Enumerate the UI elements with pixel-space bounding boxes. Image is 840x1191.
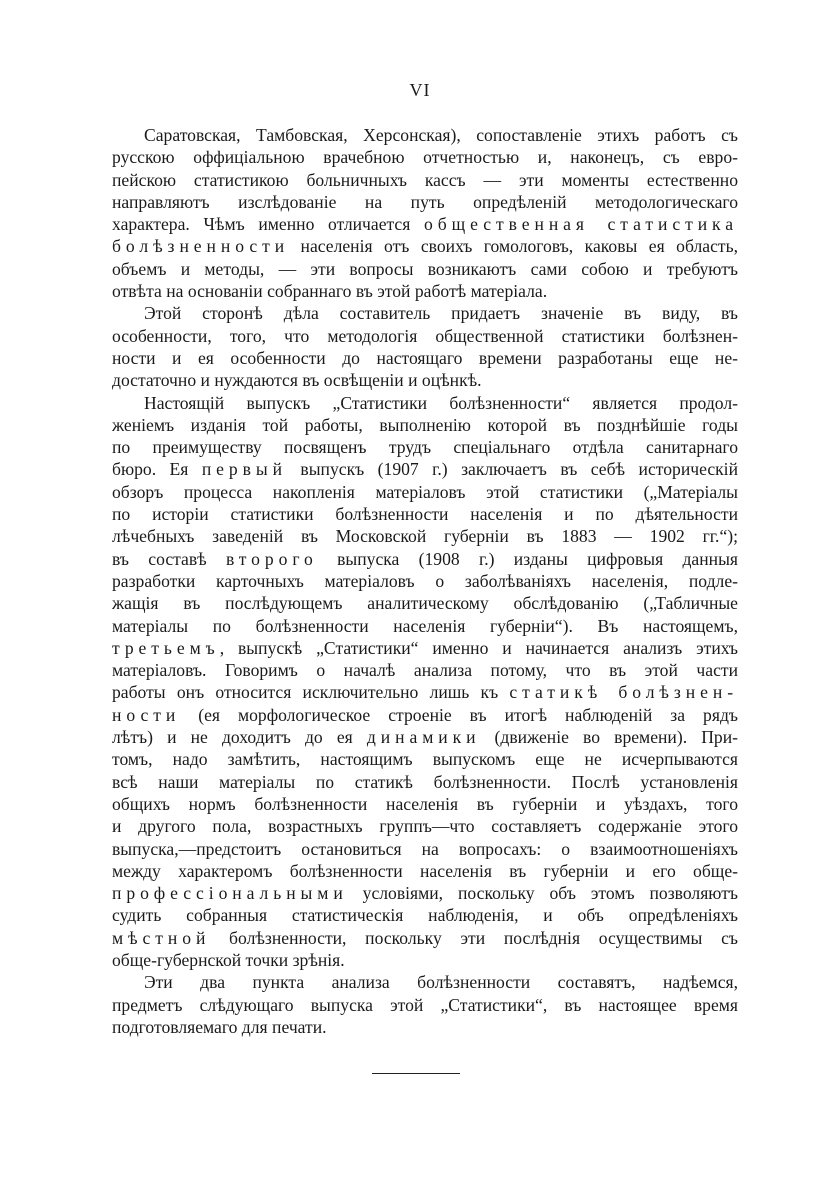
text-line (112, 191, 738, 213)
text-run: населенія отъ своихъ гомологовъ, каковы ея область, (289, 236, 738, 257)
paragraph (112, 392, 738, 972)
text-run: Настоящій выпускъ „Статистики болѣзненности“ является продол- (144, 392, 738, 413)
text-line (112, 548, 738, 570)
text-run: подготовляемаго для печати. (112, 1016, 327, 1037)
text-line (112, 971, 738, 993)
text-run: матеріалы по болѣзненности населенія губерніи“). Въ настоящемъ, (112, 615, 738, 636)
text-line (112, 302, 738, 324)
text-run: особенности, того, что методологія общественной статистики болѣзнен- (112, 325, 738, 346)
paragraph (112, 302, 738, 391)
text-run: разработки карточныхъ матеріаловъ о заболѣваніяхъ населенія, подле- (112, 570, 738, 591)
text-line (112, 949, 738, 971)
text-run: томъ, надо замѣтить, настоящимъ выпускомъ еще не исчерпываются (112, 749, 738, 770)
text-line (112, 258, 738, 280)
text-run: выпуска,—предстоитъ остановиться на вопросахъ: о взаимоотношеніяхъ (112, 838, 738, 859)
text-run: достаточно и нуждаются въ освѣщеніи и оцѣнкѣ. (112, 370, 482, 391)
text-line (112, 235, 738, 257)
text-run: общихъ нормъ болѣзненности населенія въ губерніи и уѣздахъ, того (112, 793, 738, 814)
text-run: Эти два пункта анализа болѣзненности составятъ, надѣемся, (144, 972, 738, 993)
text-run: между характеромъ болѣзненности населенія въ губерніи и его обще- (112, 860, 738, 881)
text-run: направляютъ изслѣдованіе на путь опредѣленій методологическаго (112, 191, 738, 212)
text-run: отвѣта на основаніи собраннаго въ этой работѣ матеріала. (112, 281, 548, 302)
text-run: русскою оффиціальною врачебною отчетностью и, наконецъ, съ евро- (112, 147, 738, 168)
text-run: бюро. Ея (112, 459, 202, 480)
spaced-emphasis: профессіональными (112, 883, 348, 904)
text-run: характера. Чѣмъ именно отличается (112, 214, 425, 235)
text-line (112, 325, 738, 347)
text-run: всѣ наши матеріалы по статикѣ болѣзненности. Послѣ установленія (112, 771, 738, 792)
text-line (112, 169, 738, 191)
spaced-emphasis: мѣстной (112, 927, 211, 948)
text-run: Саратовская, Тамбовская, Херсонская), сопоставленіе этихъ работъ съ (144, 125, 738, 145)
spaced-emphasis: динамики (366, 727, 481, 748)
text-run: по исторіи статистики болѣзненности населенія и по дѣятельности (112, 504, 738, 525)
spaced-emphasis: общественная статистика (424, 214, 738, 235)
spaced-emphasis: статикѣ болѣзнен- (509, 682, 738, 703)
text-line (112, 436, 738, 458)
text-run: выпуска (1908 г.) изданы цифровыя данныя (317, 548, 738, 569)
spaced-emphasis: первый (201, 459, 287, 480)
text-line (112, 860, 738, 882)
spaced-emphasis: болѣзненности (112, 236, 290, 257)
text-line (112, 704, 738, 726)
text-line (112, 592, 738, 614)
text-line (112, 414, 738, 436)
text-line (112, 681, 738, 703)
text-line (112, 882, 738, 904)
paragraph (112, 971, 738, 1038)
text-run: обзоръ процесса накопленія матеріаловъ этой статистики („Матеріалы (112, 481, 738, 502)
text-run: матеріаловъ. Говоримъ о началѣ анализа потому, что въ этой части (112, 660, 738, 681)
text-line (112, 815, 738, 837)
spaced-emphasis: второго (226, 548, 318, 569)
spaced-emphasis: третьемъ (112, 637, 220, 658)
text-line (112, 481, 738, 503)
text-run: (ея морфологическое строеніе въ итогѣ наблюденій за рядъ (180, 704, 738, 725)
closing-rule (372, 1073, 460, 1074)
text-line (112, 615, 738, 637)
text-line (112, 637, 738, 659)
text-run: пейскою статистикою больничныхъ кассъ — эти моменты естественно (112, 169, 738, 190)
text-run: выпускъ (1907 г.) заключаетъ въ себѣ историческій (286, 459, 738, 480)
text-line (112, 927, 738, 949)
text-line (112, 503, 738, 525)
text-run: лѣчебныхъ заведеній въ Московской губерніи въ 1883 — 1902 гг.“); (112, 526, 738, 547)
text-line (112, 904, 738, 926)
text-line (112, 748, 738, 770)
text-run: условіями, поскольку объ этомъ позволяютъ (347, 883, 738, 904)
page-number: VI (409, 80, 431, 100)
paragraph (112, 124, 738, 302)
text-line (112, 458, 738, 480)
text-line (112, 280, 738, 302)
text-run: болѣзненности, поскольку эти послѣднія осуществимы съ (210, 927, 738, 948)
text-run: работы онъ относится исключительно лишь къ (112, 682, 510, 703)
text-run: обще-губернской точки зрѣнія. (112, 949, 345, 970)
text-line (112, 146, 738, 168)
text-run: объемъ и методы, — эти вопросы возникаютъ сами собою и требуютъ (112, 258, 738, 279)
text-run: въ составѣ (112, 548, 226, 569)
text-line (112, 771, 738, 793)
text-line (112, 525, 738, 547)
text-run: (движеніе во времени). При- (480, 727, 738, 748)
text-line (112, 369, 738, 391)
text-line (112, 392, 738, 414)
text-run: судить собранныя статистическія наблюденія, и объ опредѣленіяхъ (112, 905, 738, 926)
text-line (112, 793, 738, 815)
text-line (112, 347, 738, 369)
text-run: ности и ея особенности до настоящаго времени разработаны еще не- (112, 347, 738, 368)
text-run: лѣтъ) и не доходитъ до ея (112, 727, 367, 748)
spaced-emphasis: ности (112, 704, 181, 725)
text-run: жащія въ послѣдующемъ аналитическому обслѣдованію („Табличные (112, 593, 738, 614)
text-run: по преимуществу посвященъ трудъ спеціальнаго отдѣла санитарнаго (112, 437, 738, 458)
text-run: предметъ слѣдующаго выпуска этой „Статистики“, въ настоящее время (112, 994, 738, 1015)
text-run: женіемъ изданія той работы, выполненію которой въ позднѣйшіе годы (112, 414, 738, 435)
body-text (112, 124, 738, 1038)
text-line (112, 124, 738, 146)
text-line (112, 570, 738, 592)
text-line (112, 726, 738, 748)
text-run: и другого пола, возрастныхъ группъ—что составляетъ содержаніе этого (112, 816, 738, 837)
text-line (112, 659, 738, 681)
text-line (112, 994, 738, 1016)
text-line (112, 1016, 738, 1038)
text-run: Этой сторонѣ дѣла составитель придаетъ значеніе въ виду, въ (144, 303, 738, 324)
text-line (112, 838, 738, 860)
text-line (112, 213, 738, 235)
text-run: , выпускѣ „Статистики“ именно и начинается анализъ этихъ (219, 637, 738, 658)
